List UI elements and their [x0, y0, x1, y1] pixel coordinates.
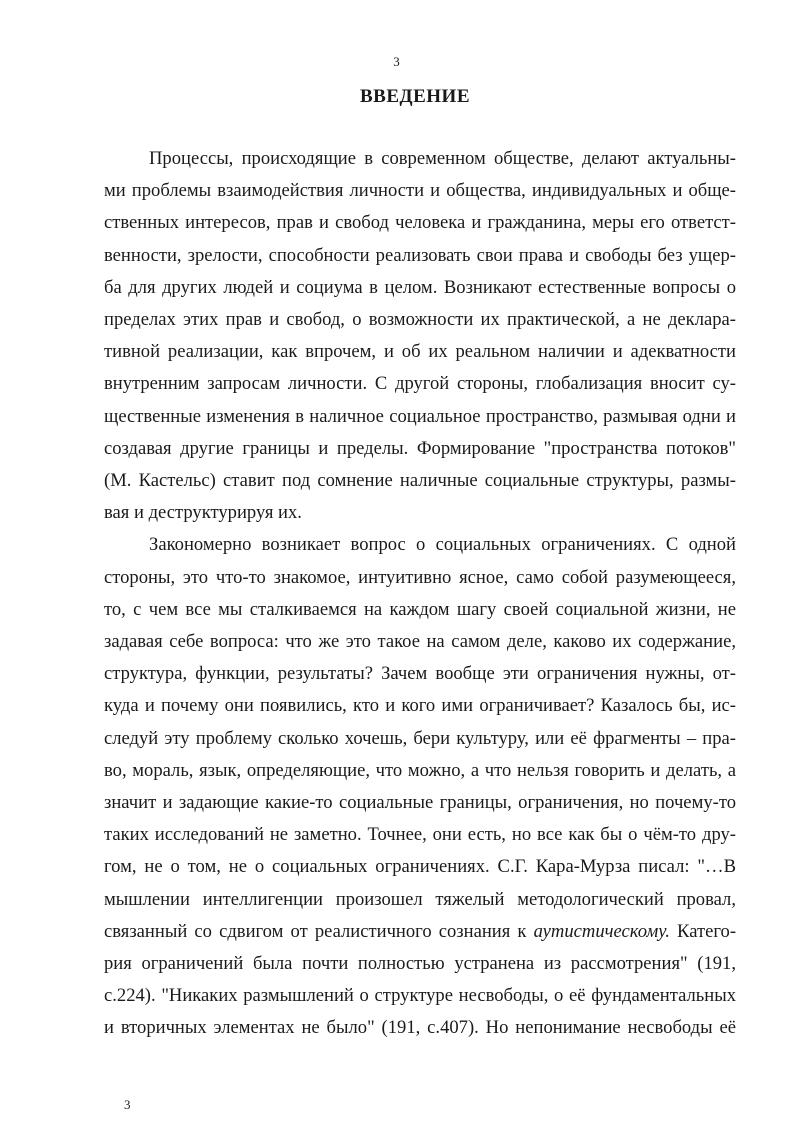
document-body: [104, 143, 736, 1045]
page-number-bottom: 3: [124, 1097, 131, 1112]
text-line: куда и почему они появились, кто и кого ими ограничивает? Казалось бы, ис-: [104, 695, 736, 717]
text-line: (М. Кастельс) ставит под сомнение наличные социальные структуры, размы-: [104, 470, 736, 492]
text-line: ственных интересов, прав и свобод человека и гражданина, меры его ответст-: [104, 212, 736, 234]
paragraph-2: [104, 529, 736, 1044]
text-line: Закономерно возникает вопрос о социальных ограничениях. С одной: [149, 534, 736, 556]
text-line: внутренним запросам личности. С другой стороны, глобализация вносит су-: [104, 373, 736, 395]
text-line: ба для других людей и социума в целом. Возникают естественные вопросы о: [104, 276, 736, 298]
text-line: стороны, это что-то знакомое, интуитивно ясное, само собой разумеющееся,: [104, 566, 736, 588]
text-line: пределах этих прав и свобод, о возможности их практической, а не деклара-: [104, 309, 736, 331]
text-line: создавая другие границы и пределы. Формирование "пространства потоков": [104, 437, 736, 459]
text-line: и вторичных элементах не было" (191, с.407). Но непонимание несвободы её: [104, 1017, 736, 1039]
text-line: Процессы, происходящие в современном обществе, делают актуальны-: [149, 148, 736, 169]
text-line: то, с чем все мы сталкиваемся на каждом шагу своей социальной жизни, не: [104, 598, 736, 620]
text-segment: Катего-: [669, 920, 737, 942]
text-line: с.224). "Никаких размышлений о структуре несвободы, о её фундаментальных: [104, 985, 736, 1007]
text-line: ми проблемы взаимодействия личности и общества, индивидуальных и обще-: [104, 180, 736, 202]
text-segment: связанный со сдвигом от реалистичного сознания к: [104, 920, 534, 942]
text-line: щественные изменения в наличное социальное пространство, размывая одни и: [104, 405, 736, 427]
text-line: мышлении интеллигенции произошел тяжелый методологический провал,: [104, 888, 736, 910]
paragraph-1: [104, 143, 736, 529]
text-line: во, мораль, язык, определяющие, что можно, а что нельзя говорить и делать, а: [104, 759, 736, 781]
text-line: рия ограничений была почти полностью устранена из рассмотрения" (191,: [104, 953, 736, 975]
text-line: венности, зрелости, способности реализовать свои права и свободы без ущер-: [104, 244, 736, 266]
page-title: ВВЕДЕНИЕ: [360, 86, 470, 107]
text-line: гом, не о том, не о социальных ограничениях. С.Г. Кара-Мурза писал: "…В: [104, 856, 736, 878]
page-number-top: 3: [393, 54, 400, 69]
text-line: вая и деструктурируя их.: [104, 502, 302, 524]
italic-quote-term: аутистическому.: [533, 920, 670, 942]
text-line: таких исследований не заметно. Точнее, они есть, но все как бы о чём-то дру-: [104, 824, 736, 846]
text-line: следуй эту проблему сколько хочешь, бери культуру, или её фрагменты – пра-: [104, 727, 736, 749]
text-line: структура, функции, результаты? Зачем вообще эти ограничения нужны, от-: [104, 663, 736, 685]
text-line: значит и задающие какие-то социальные границы, ограничения, но почему-то: [104, 792, 736, 814]
text-line: задавая себе вопроса: что же это такое на самом деле, каково их содержание,: [104, 631, 736, 653]
text-line: [104, 916, 736, 948]
text-line: тивной реализации, как впрочем, и об их реальном наличии и адекватности: [104, 341, 736, 363]
